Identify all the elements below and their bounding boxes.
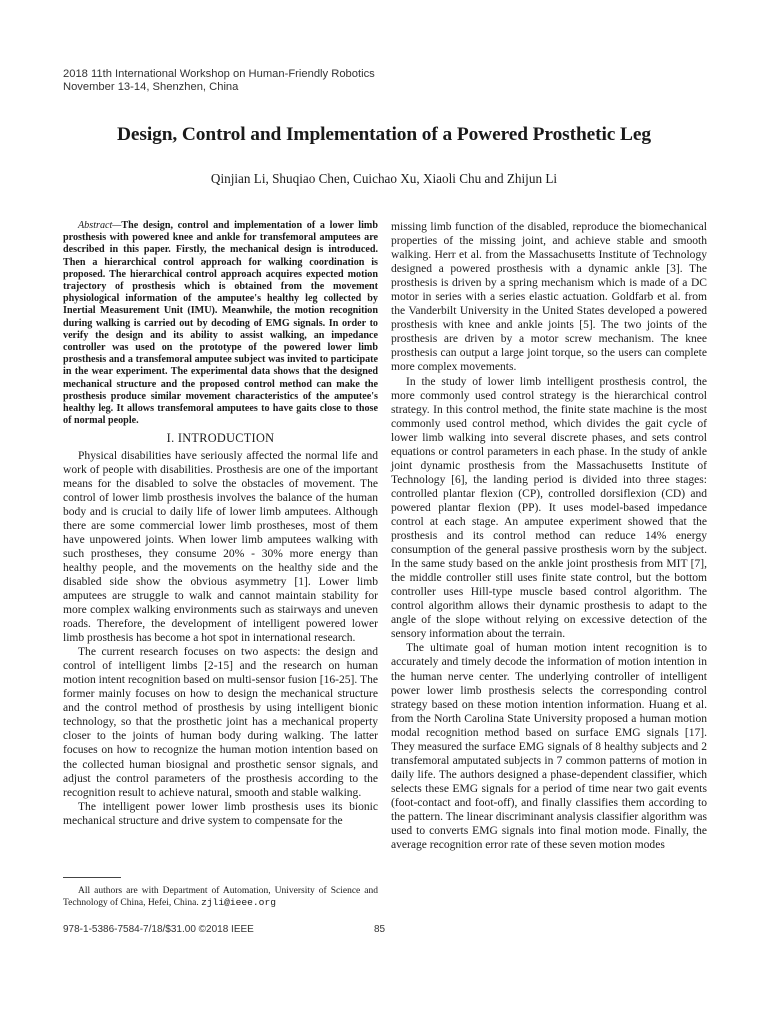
conference-header (63, 68, 375, 95)
conference-date-location: November 13-14, Shenzhen, China (63, 81, 239, 94)
paper-title: Design, Control and Implementation of a Powered Prosthetic Leg (116, 124, 651, 145)
author-email: zjli@ieee.org (201, 897, 276, 909)
copyright-line: 978-1-5386-7584-7/18/$31.00 ©2018 IEEE (63, 924, 254, 935)
left-column (63, 220, 378, 828)
intro-paragraph-3: The intelligent power lower limb prosthesis uses its bionic mechanical structure and drive system to compensate for the (63, 800, 378, 827)
conference-name: 2018 11th International Workshop on Human-Friendly Robotics (63, 68, 375, 80)
intro-paragraph-1: Physical disabilities have seriously affected the normal life and work of people with disabilities. Prosthesis are one of the important means for the disabled to solve the obstacles of movement. The control of lower limb prosthesis involves the balance of the human body and is crucial to daily life of lower limb amputees. Although there are some commercial lower limb prostheses, most of them have unpowered joints. When lower limb amputees walking with such prostheses, they consume 20% - 30% more energy than healthy people, and the movements on the healthy side and the disabled side show the obvious asymmetry [1]. Lower limb amputees are struggle to walk and cannot maintain stability for more complex walking environments such as stairways and uneven roads. Therefore, the development of intelligent powered lower limb prosthesis has become a hot spot in international research. (63, 449, 378, 645)
abstract-label: Abstract— (78, 220, 122, 231)
paper-authors: Qinjian Li, Shuqiao Chen, Cuichao Xu, Xiaoli Chu and Zhijun Li (210, 171, 558, 186)
abstract-text: The design, control and implementation of a lower limb prosthesis with powered knee and ankle for transfemoral amputees are described in this paper. Firstly, the mechanical design is introduced. Then a hierarchical control approach for walking coordination is proposed. The hierarchical control approach acquires expected motion trajectory of prosthesis which is obtained from the movement physiological information of the amputee's healthy leg collected by Inertial Measurement Unit (IMU). Meanwhile, the motion recognition during walking is carried out by decoding of EMG signals. In order to verify the design and its ability to assist walking, an impedance controller was used on the prototype of the powered lower limb prosthesis and a transfemoral amputee subject was invited to participate in the wear experiment. The experimental data shows that the designed mechanical structure and the proposed control method can make the prosthesis produce similar movement characteristics of the amputee's healthy leg. It allows transfemoral amputees to have gaits close to those of normal people. (63, 220, 378, 427)
intro-paragraph-2: The current research focuses on two aspects: the design and control of intelligent limbs [2-15] and the research on human motion intent recognition based on multi-sensor fusion [16-25]. The former mainly focuses on how to design the mechanical structure and the control method of prosthesis by using intelligent bionic technology, so that the prosthetic joint has a mechanical property closer to the joints of human body during walking. The latter focuses on how to recognize the human motion intention based on the collected human biosignal and prosthetic sensor signals, and adjust the control parameters of the prosthesis according to the recognition result to achieve natural, smooth and stable walking. (63, 646, 378, 799)
abstract (63, 220, 378, 427)
intro-paragraph-3-continued: missing limb function of the disabled, reproduce the biomechanical properties of the missing joint, and achieve stable and smooth walking. Herr et al. from the Massachusetts Institute of Technology designed a powered prosthesis with a dynamic ankle [3]. The prosthesis is driven by a spring mechanism which is made of a DC motor in series with a series elastic actuation. Goldfarb et al. from the Vanderbilt University in the United States developed a powered prosthesis with knee and ankle joints [5]. The two joints of the prosthesis are driven by a motor screw mechanism. The knee prosthesis can output a large joint torque, so the users can complete more complex movements. (391, 221, 707, 374)
footnote-text: All authors are with Department of Automation, University of Science and Technology of China, Hefei, China. (63, 886, 378, 909)
page-number: 85 (374, 924, 386, 935)
section-heading-introduction: I. INTRODUCTION (166, 431, 275, 446)
intro-paragraph-4: In the study of lower limb intelligent prosthesis control, the more commonly used control strategy is the hierarchical control strategy. In this control method, the finite state machine is the most commonly used control method, which divides the gait cycle of lower limb walking into several discrete phases, and sets control equations or control parameters in each phase. In the study of ankle joint dynamic prosthesis from the Massachusetts Institute of Technology [6], the landing period is divided into three stages: controlled plantar flexion (CP), controlled dorsiflexion (CD) and powered plantar flexion (PP). It uses model-based impedance control at each stage. An amputee experiment showed that the prosthesis and its control method can reduce 14% energy consumption of the general passive prosthesis worn by the subject. In the same study based on the ankle joint prosthesis from MIT [7], the middle controller still uses finite state control, but the bottom controller uses Hill-type muscle based control algorithm. The control algorithm allows their dynamic prosthesis to adapt to the angle of the slope without relying on excessive detection of the sensory information about the terrain. (391, 375, 707, 641)
author-affiliation-footnote (63, 885, 378, 910)
right-column (391, 220, 707, 852)
intro-paragraph-5: The ultimate goal of human motion intent recognition is to accurately and timely decode the information of motion intention in the human nerve center. The underlying controller of intelligent power lower limb prosthesis selects the corresponding control strategy based on these motion intention information. Huang et al. from the North Carolina State University proposed a human motion modal recognition method based on surface EMG signals [17]. They measured the surface EMG signals of 8 healthy subjects and 2 transfemoral amputated subjects in 7 common patterns of motion in daily life. The authors designed a phase-dependent classifier, which selects these EMG signals for a period of time near two gait events (foot-contact and foot-off), and finally classifies them according to the pattern. The linear discriminant analysis classifier algorithm was used to converts EMG signals into final motion mode. Finally, the average recognition error rate of these seven motion modes (391, 642, 707, 852)
footnote-divider (63, 877, 121, 878)
